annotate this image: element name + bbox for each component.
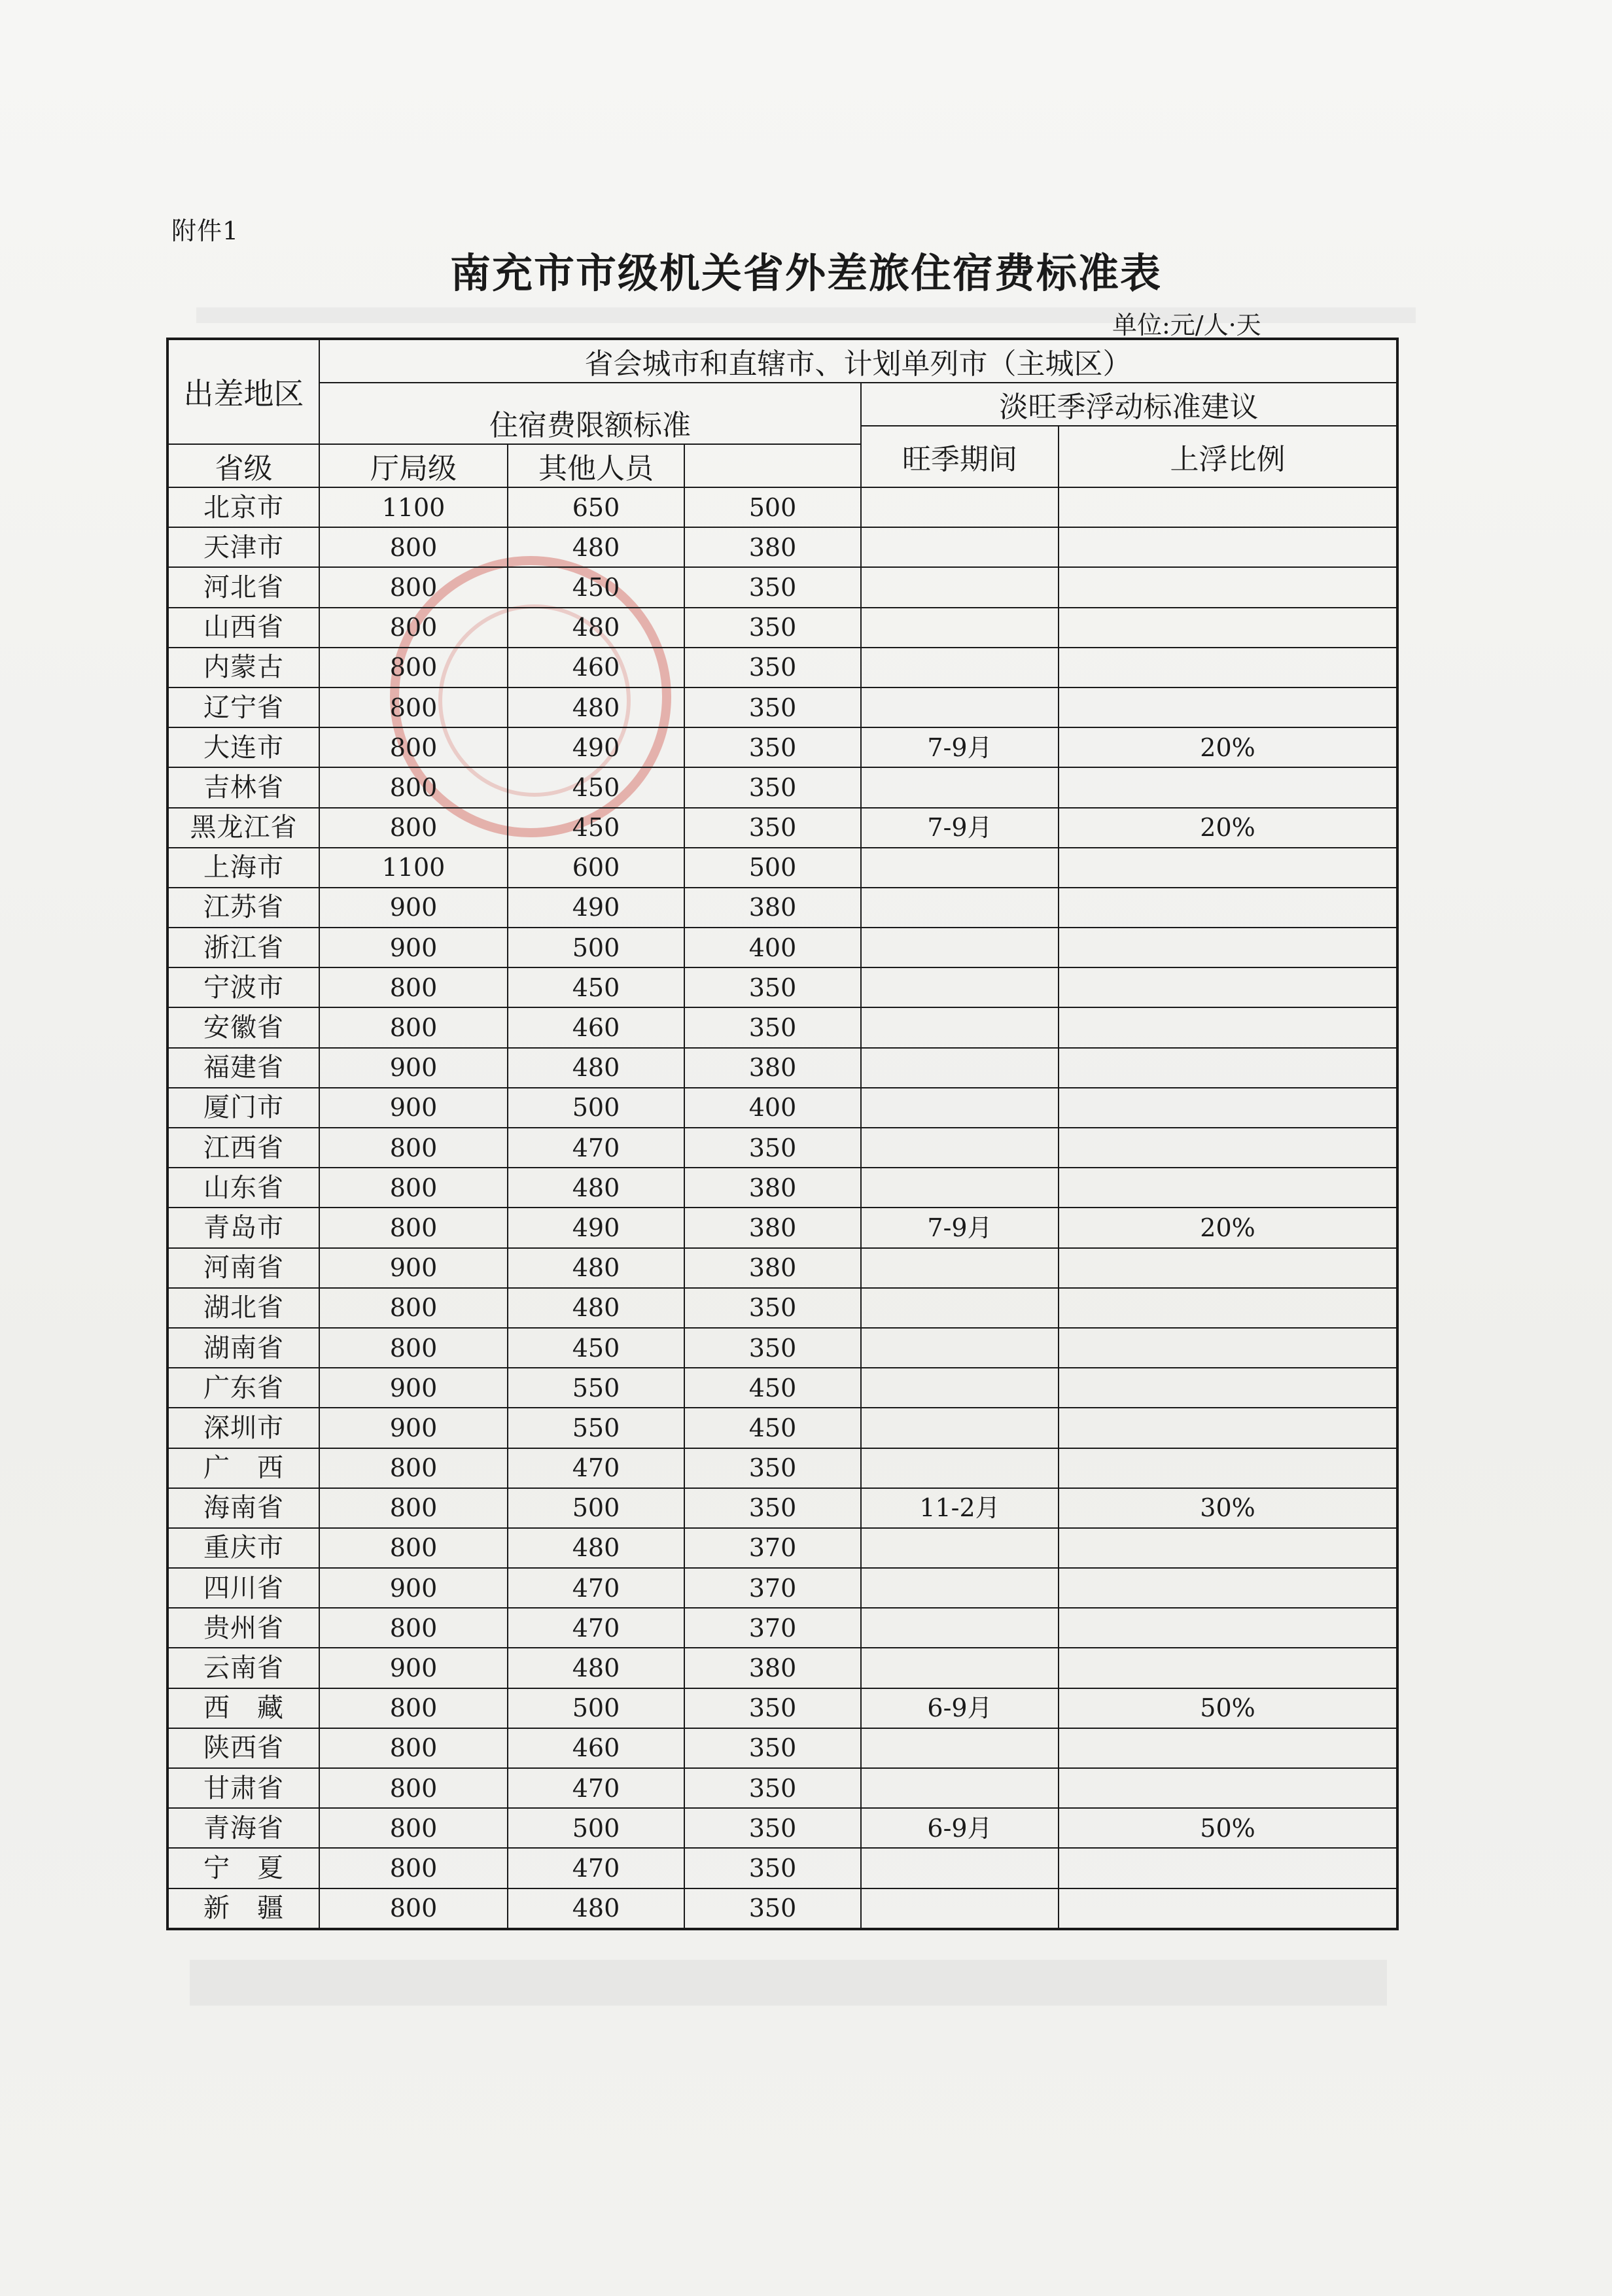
cell-region: 吉林省 — [167, 767, 319, 807]
cell-region: 贵州省 — [167, 1608, 319, 1648]
cell-peak: 6-9月 — [861, 1808, 1059, 1848]
cell-provincial: 800 — [319, 967, 508, 1007]
cell-provincial: 800 — [319, 1208, 508, 1247]
cell-peak — [861, 1768, 1059, 1808]
cell-provincial: 800 — [319, 1768, 508, 1808]
cell-ratio: 20% — [1059, 727, 1397, 767]
cell-peak — [861, 1568, 1059, 1608]
cell-others: 350 — [684, 1488, 861, 1528]
cell-region: 黑龙江省 — [167, 808, 319, 848]
cell-provincial: 800 — [319, 808, 508, 848]
header-limit-group: 住宿费限额标准 — [319, 383, 861, 444]
cell-bureau: 480 — [508, 527, 684, 567]
cell-others: 350 — [684, 1448, 861, 1488]
cell-bureau: 450 — [508, 567, 684, 607]
cell-bureau: 450 — [508, 1328, 684, 1368]
cell-bureau: 450 — [508, 967, 684, 1007]
cell-region: 河南省 — [167, 1248, 319, 1288]
cell-peak — [861, 567, 1059, 607]
header-bureau: 厅局级 — [319, 444, 508, 487]
cell-bureau: 600 — [508, 848, 684, 888]
cell-ratio — [1059, 648, 1397, 687]
cell-ratio: 20% — [1059, 808, 1397, 848]
cell-bureau: 480 — [508, 1888, 684, 1929]
cell-ratio — [1059, 1728, 1397, 1768]
cell-bureau: 470 — [508, 1768, 684, 1808]
cell-region: 甘肃省 — [167, 1768, 319, 1808]
cell-provincial: 800 — [319, 1168, 508, 1208]
table-row — [167, 608, 1397, 648]
cell-ratio: 50% — [1059, 1808, 1397, 1848]
cell-bureau: 490 — [508, 1208, 684, 1247]
cell-region: 江苏省 — [167, 888, 319, 928]
cell-others: 350 — [684, 767, 861, 807]
table-body — [167, 487, 1397, 1929]
cell-provincial: 800 — [319, 567, 508, 607]
cell-bureau: 480 — [508, 1648, 684, 1688]
cell-ratio — [1059, 967, 1397, 1007]
table-row — [167, 1528, 1397, 1568]
cell-provincial: 800 — [319, 1848, 508, 1888]
cell-others: 370 — [684, 1568, 861, 1608]
table-row — [167, 1688, 1397, 1728]
table-row — [167, 1768, 1397, 1808]
cell-others: 380 — [684, 1648, 861, 1688]
cell-provincial: 800 — [319, 1448, 508, 1488]
cell-provincial: 800 — [319, 1128, 508, 1168]
cell-others: 350 — [684, 1888, 861, 1929]
cell-region: 宁波市 — [167, 967, 319, 1007]
cell-bureau: 500 — [508, 928, 684, 967]
cell-others: 350 — [684, 1848, 861, 1888]
header-others: 其他人员 — [508, 444, 684, 487]
cell-provincial: 800 — [319, 1488, 508, 1528]
cell-ratio: 50% — [1059, 1688, 1397, 1728]
cell-provincial: 800 — [319, 727, 508, 767]
cell-others: 350 — [684, 1808, 861, 1848]
cell-region: 宁 夏 — [167, 1848, 319, 1888]
table-row — [167, 567, 1397, 607]
cell-provincial: 800 — [319, 1888, 508, 1929]
cell-region: 北京市 — [167, 487, 319, 527]
cell-peak — [861, 1728, 1059, 1768]
cell-region: 辽宁省 — [167, 687, 319, 727]
cell-others: 400 — [684, 1088, 861, 1128]
lodging-standard-table — [166, 338, 1399, 1930]
cell-peak — [861, 1648, 1059, 1688]
cell-ratio — [1059, 1848, 1397, 1888]
cell-provincial: 800 — [319, 1528, 508, 1568]
cell-provincial: 800 — [319, 767, 508, 807]
cell-ratio — [1059, 928, 1397, 967]
cell-bureau: 650 — [508, 487, 684, 527]
cell-peak — [861, 1328, 1059, 1368]
cell-others: 350 — [684, 967, 861, 1007]
cell-region: 广东省 — [167, 1368, 319, 1408]
cell-others: 380 — [684, 1168, 861, 1208]
cell-others: 400 — [684, 928, 861, 967]
cell-bureau: 500 — [508, 1808, 684, 1848]
cell-others: 350 — [684, 567, 861, 607]
cell-others: 380 — [684, 888, 861, 928]
cell-ratio — [1059, 1128, 1397, 1168]
cell-others: 350 — [684, 727, 861, 767]
cell-provincial: 800 — [319, 1007, 508, 1047]
table-row — [167, 1808, 1397, 1848]
cell-others: 350 — [684, 1328, 861, 1368]
cell-provincial: 800 — [319, 648, 508, 687]
table-row — [167, 767, 1397, 807]
cell-peak — [861, 648, 1059, 687]
cell-provincial: 900 — [319, 1408, 508, 1448]
cell-ratio — [1059, 567, 1397, 607]
table-row — [167, 487, 1397, 527]
cell-ratio: 20% — [1059, 1208, 1397, 1247]
table-row — [167, 1848, 1397, 1888]
cell-peak: 11-2月 — [861, 1488, 1059, 1528]
cell-bureau: 480 — [508, 1288, 684, 1328]
cell-ratio — [1059, 1448, 1397, 1488]
cell-peak — [861, 1408, 1059, 1448]
cell-provincial: 800 — [319, 527, 508, 567]
cell-region: 深圳市 — [167, 1408, 319, 1448]
cell-peak — [861, 928, 1059, 967]
table-row — [167, 1168, 1397, 1208]
cell-peak — [861, 1128, 1059, 1168]
cell-ratio — [1059, 1328, 1397, 1368]
cell-region: 云南省 — [167, 1648, 319, 1688]
cell-ratio — [1059, 1288, 1397, 1328]
cell-region: 青海省 — [167, 1808, 319, 1848]
cell-bureau: 450 — [508, 808, 684, 848]
cell-region: 湖南省 — [167, 1328, 319, 1368]
table-row — [167, 527, 1397, 567]
cell-ratio — [1059, 848, 1397, 888]
table-row — [167, 808, 1397, 848]
cell-bureau: 480 — [508, 687, 684, 727]
table-row — [167, 848, 1397, 888]
cell-peak — [861, 848, 1059, 888]
cell-bureau: 490 — [508, 888, 684, 928]
cell-bureau: 450 — [508, 767, 684, 807]
cell-ratio — [1059, 888, 1397, 928]
cell-others: 350 — [684, 1288, 861, 1328]
cell-region: 西 藏 — [167, 1688, 319, 1728]
cell-ratio — [1059, 487, 1397, 527]
cell-others: 350 — [684, 1007, 861, 1047]
cell-others: 380 — [684, 1048, 861, 1088]
cell-ratio — [1059, 1248, 1397, 1288]
cell-provincial: 800 — [319, 687, 508, 727]
attachment-label: 附件1 — [171, 217, 239, 245]
cell-bureau: 470 — [508, 1128, 684, 1168]
cell-region: 青岛市 — [167, 1208, 319, 1247]
table-row — [167, 1568, 1397, 1608]
cell-provincial: 900 — [319, 1568, 508, 1608]
cell-bureau: 550 — [508, 1368, 684, 1408]
cell-bureau: 490 — [508, 727, 684, 767]
cell-provincial: 900 — [319, 1368, 508, 1408]
cell-region: 河北省 — [167, 567, 319, 607]
cell-region: 福建省 — [167, 1048, 319, 1088]
cell-others: 350 — [684, 648, 861, 687]
cell-peak — [861, 1288, 1059, 1328]
header-provincial: 省级 — [167, 444, 319, 487]
cell-ratio — [1059, 1368, 1397, 1408]
table-row — [167, 1007, 1397, 1047]
table-row — [167, 648, 1397, 687]
header-peak-period: 旺季期间 — [861, 426, 1059, 487]
cell-others: 350 — [684, 687, 861, 727]
cell-provincial: 800 — [319, 608, 508, 648]
cell-others: 350 — [684, 1768, 861, 1808]
cell-bureau: 500 — [508, 1088, 684, 1128]
cell-provincial: 800 — [319, 1328, 508, 1368]
cell-peak — [861, 1608, 1059, 1648]
cell-provincial: 900 — [319, 928, 508, 967]
cell-region: 厦门市 — [167, 1088, 319, 1128]
cell-provincial: 900 — [319, 1088, 508, 1128]
table-row — [167, 1728, 1397, 1768]
cell-provincial: 900 — [319, 1048, 508, 1088]
document-title: 南充市市级机关省外差旅住宿费标准表 — [449, 249, 1162, 297]
bleed-through-footer — [190, 1960, 1387, 2006]
cell-others: 350 — [684, 1728, 861, 1768]
cell-region: 大连市 — [167, 727, 319, 767]
cell-region: 山东省 — [167, 1168, 319, 1208]
cell-peak — [861, 1888, 1059, 1929]
cell-ratio — [1059, 1168, 1397, 1208]
cell-ratio — [1059, 1768, 1397, 1808]
header-season-group: 淡旺季浮动标准建议 — [861, 383, 1397, 426]
cell-provincial: 800 — [319, 1608, 508, 1648]
cell-peak — [861, 1528, 1059, 1568]
cell-region: 海南省 — [167, 1488, 319, 1528]
cell-bureau: 470 — [508, 1848, 684, 1888]
header-city-group: 省会城市和直辖市、计划单列市（主城区） — [319, 339, 1397, 383]
cell-bureau: 480 — [508, 1168, 684, 1208]
cell-region: 陕西省 — [167, 1728, 319, 1768]
cell-others: 380 — [684, 1208, 861, 1247]
cell-bureau: 460 — [508, 1728, 684, 1768]
cell-others: 380 — [684, 527, 861, 567]
table-row — [167, 687, 1397, 727]
cell-others: 450 — [684, 1408, 861, 1448]
cell-ratio — [1059, 1608, 1397, 1648]
table-row — [167, 1288, 1397, 1328]
cell-ratio — [1059, 1568, 1397, 1608]
table-row — [167, 1128, 1397, 1168]
cell-provincial: 900 — [319, 888, 508, 928]
cell-ratio: 30% — [1059, 1488, 1397, 1528]
cell-provincial: 1100 — [319, 848, 508, 888]
cell-bureau: 470 — [508, 1568, 684, 1608]
cell-provincial: 900 — [319, 1648, 508, 1688]
cell-region: 山西省 — [167, 608, 319, 648]
cell-ratio — [1059, 1408, 1397, 1448]
cell-peak — [861, 1048, 1059, 1088]
table-row — [167, 928, 1397, 967]
cell-region: 内蒙古 — [167, 648, 319, 687]
cell-ratio — [1059, 1048, 1397, 1088]
cell-others: 450 — [684, 1368, 861, 1408]
table-row — [167, 1048, 1397, 1088]
cell-ratio — [1059, 1648, 1397, 1688]
cell-bureau: 500 — [508, 1488, 684, 1528]
cell-peak — [861, 1168, 1059, 1208]
cell-peak — [861, 967, 1059, 1007]
cell-peak — [861, 687, 1059, 727]
cell-ratio — [1059, 1528, 1397, 1568]
header-float-ratio: 上浮比例 — [1059, 426, 1397, 487]
cell-peak — [861, 1007, 1059, 1047]
cell-peak: 6-9月 — [861, 1688, 1059, 1728]
cell-provincial: 800 — [319, 1288, 508, 1328]
table-row — [167, 1888, 1397, 1929]
cell-peak: 7-9月 — [861, 727, 1059, 767]
cell-bureau: 550 — [508, 1408, 684, 1448]
cell-others: 370 — [684, 1528, 861, 1568]
table-row — [167, 967, 1397, 1007]
cell-bureau: 480 — [508, 608, 684, 648]
cell-ratio — [1059, 767, 1397, 807]
cell-region: 江西省 — [167, 1128, 319, 1168]
table-row — [167, 727, 1397, 767]
table-row — [167, 1368, 1397, 1408]
cell-others: 350 — [684, 1128, 861, 1168]
cell-region: 四川省 — [167, 1568, 319, 1608]
cell-ratio — [1059, 1088, 1397, 1128]
cell-bureau: 460 — [508, 648, 684, 687]
cell-others: 380 — [684, 1248, 861, 1288]
table-row — [167, 1448, 1397, 1488]
cell-peak — [861, 1368, 1059, 1408]
cell-ratio — [1059, 527, 1397, 567]
cell-provincial: 800 — [319, 1808, 508, 1848]
cell-others: 370 — [684, 1608, 861, 1648]
cell-others: 500 — [684, 487, 861, 527]
cell-ratio — [1059, 608, 1397, 648]
cell-ratio — [1059, 687, 1397, 727]
cell-region: 湖北省 — [167, 1288, 319, 1328]
cell-peak: 7-9月 — [861, 808, 1059, 848]
cell-region: 广 西 — [167, 1448, 319, 1488]
cell-peak — [861, 1448, 1059, 1488]
table-row — [167, 1488, 1397, 1528]
cell-peak — [861, 1848, 1059, 1888]
cell-region: 安徽省 — [167, 1007, 319, 1047]
table-row — [167, 1408, 1397, 1448]
cell-others: 350 — [684, 1688, 861, 1728]
cell-peak — [861, 527, 1059, 567]
cell-bureau: 480 — [508, 1248, 684, 1288]
cell-provincial: 800 — [319, 1728, 508, 1768]
cell-region: 重庆市 — [167, 1528, 319, 1568]
cell-ratio — [1059, 1007, 1397, 1047]
cell-region: 新 疆 — [167, 1888, 319, 1929]
cell-bureau: 460 — [508, 1007, 684, 1047]
cell-peak — [861, 487, 1059, 527]
cell-provincial: 900 — [319, 1248, 508, 1288]
cell-peak — [861, 888, 1059, 928]
cell-others: 350 — [684, 608, 861, 648]
cell-ratio — [1059, 1888, 1397, 1929]
table-row — [167, 1208, 1397, 1247]
cell-region: 上海市 — [167, 848, 319, 888]
cell-bureau: 500 — [508, 1688, 684, 1728]
cell-bureau: 480 — [508, 1048, 684, 1088]
cell-peak — [861, 1088, 1059, 1128]
table-row — [167, 888, 1397, 928]
cell-peak — [861, 1248, 1059, 1288]
header-region: 出差地区 — [167, 339, 319, 444]
cell-region: 天津市 — [167, 527, 319, 567]
cell-others: 500 — [684, 848, 861, 888]
table-row — [167, 1328, 1397, 1368]
table-row — [167, 1088, 1397, 1128]
cell-bureau: 480 — [508, 1528, 684, 1568]
cell-region: 浙江省 — [167, 928, 319, 967]
cell-bureau: 470 — [508, 1448, 684, 1488]
cell-peak — [861, 767, 1059, 807]
cell-provincial: 800 — [319, 1688, 508, 1728]
cell-peak: 7-9月 — [861, 1208, 1059, 1247]
cell-provincial: 1100 — [319, 487, 508, 527]
table-row — [167, 1608, 1397, 1648]
table-row — [167, 1648, 1397, 1688]
cell-bureau: 470 — [508, 1608, 684, 1648]
unit-label: 单位:元/人·天 — [1112, 311, 1261, 339]
cell-others: 350 — [684, 808, 861, 848]
table-row — [167, 1248, 1397, 1288]
cell-peak — [861, 608, 1059, 648]
